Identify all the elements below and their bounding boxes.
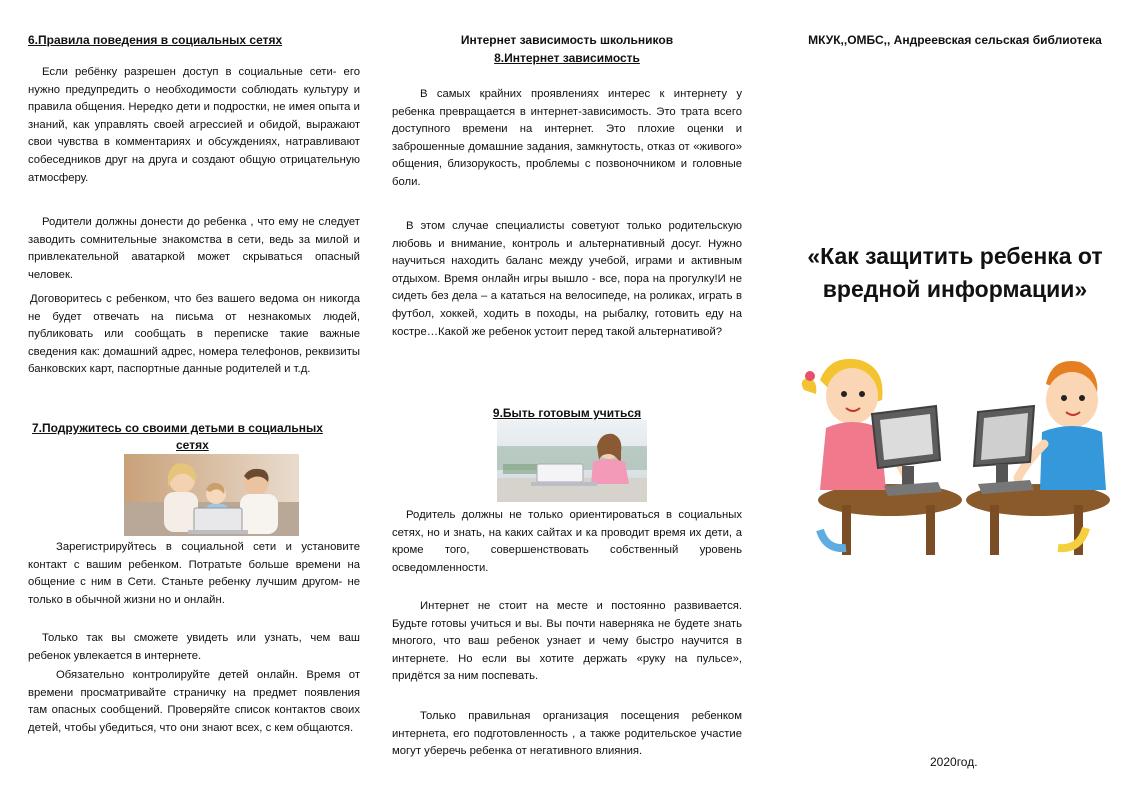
section-7-paragraph-1: Зарегистрируйтесь в социальной сети и установите контакт с вашим ребенком. Потратьте больше времени на общение с ним в Сети. Станьте ребенку лучшим другом- не только в обычной жизни но и онлайн. xyxy=(28,541,360,606)
middle-column xyxy=(392,0,742,800)
section-8-paragraph-2: В этом случае специалисты советуют только родительскую любовь и внимание, контроль и альтернативный досуг. Нужно научиться находить баланс между учебой, играми и активным отдыхом. Время онлайн игры вышло - все, пора на прогулку!И не сидеть без дела – а кататься на велосипеде, на роликах, играть в футбол, хоккей, ходить в походы, на рыбалку, готовить еду на костре…Какой же ребенок устоит перед такой альтернативой? xyxy=(392,220,742,338)
section-6-paragraph-2: Родители должны донести до ребенка , что ему не следует заводить сомнительные знакомства в сети, ведь за милой и привлекательной аватаркой может скрываться опасный человек. xyxy=(28,216,360,281)
section-7-paragraph-2: Только так вы сможете увидеть или узнать, чем ваш ребенок увлекается в интернете. xyxy=(28,632,360,662)
section-7-heading-line2: сетях xyxy=(176,438,209,452)
children-computers-illustration xyxy=(790,350,1120,560)
year-label: 2020год. xyxy=(930,755,978,769)
brochure-title-line2: вредной информации» xyxy=(822,276,1088,302)
brochure-title xyxy=(780,240,1130,306)
section-8-heading-wrap xyxy=(392,49,742,67)
section-7-paragraph-3: Обязательно контролируйте детей онлайн. Время от времени просматривайте страничку на предмет появления там опасных сообщений. Проверяйте список контактов своих детей, чтобы убедиться, что они знают всех, с кем общаются. xyxy=(28,669,360,734)
section-9-paragraph-3: Только правильная организация посещения ребенком интернета, его подготовленность , а также родительское участие могут уберечь ребенка от негативного влияния. xyxy=(392,710,742,758)
section-6-paragraph-3: Договоритесь с ребенком, что без вашего ведома он никогда не будет отвечать на письма от незнакомых людей, публиковать или сообщать в переписке такие важные сведения как: домашний адрес, номера телефонов, реквизиты банковских карт, паспортные данные родителей и т.д. xyxy=(28,293,360,376)
section-8-paragraph-1: В самых крайних проявлениях интерес к интернету у ребенка превращается в интернет-зависимость. Это трата всего доступного времени на интернет. Это плохие оценки и заброшенные домашние задания, замкнутость, отказ от «живого» общения, близорукость, проблемы с позвоночником и головные боли. xyxy=(392,88,742,188)
girl-laptop-photo xyxy=(497,420,647,502)
section-9-heading: 9.Быть готовым учиться xyxy=(492,406,642,420)
family-laptop-photo xyxy=(124,454,299,536)
library-name: МКУК,,ОМБС,, Андреевская сельская библиотека xyxy=(808,33,1102,47)
left-column xyxy=(28,0,360,800)
section-6-heading: 6.Правила поведения в социальных сетях xyxy=(28,33,283,47)
brochure-title-line1: «Как защитить ребенка от xyxy=(807,243,1103,269)
section-8-heading: 8.Интернет зависимость xyxy=(494,51,640,65)
section-6-paragraph-1: Если ребёнку разрешен доступ в социальные сети- его нужно предупредить о необходимости соблюдать культуру и правила общения. Нередко дети и подростки, не имея опыта и знаний, как управлять своей агрессией и обидой, выражают свои чувства в комментариях и обсуждениях, натравливают собеседников друг на друга и создают общую отрицательную атмосферу. xyxy=(28,66,360,184)
section-9-paragraph-2: Интернет не стоит на месте и постоянно развивается. Будьте готовы учиться и вы. Вы почти наверняка не будете знать многого, что ваш ребенок узнает и чему быстро научится в интернете. Но если вы хотите держать «руку на пульсе», придётся за ним поспевать. xyxy=(392,600,742,683)
section-7-heading-line1: 7.Подружитесь со своими детьми в социальных xyxy=(32,421,323,435)
right-column xyxy=(780,0,1130,800)
section-9-paragraph-1: Родитель должны не только ориентироваться в социальных сетях, но и знать, на каких сайтах и ка проводит время их дети, а кроме того, совершенствовать собственный уровень осведомленности. xyxy=(392,509,742,574)
middle-title: Интернет зависимость школьников xyxy=(460,33,674,47)
